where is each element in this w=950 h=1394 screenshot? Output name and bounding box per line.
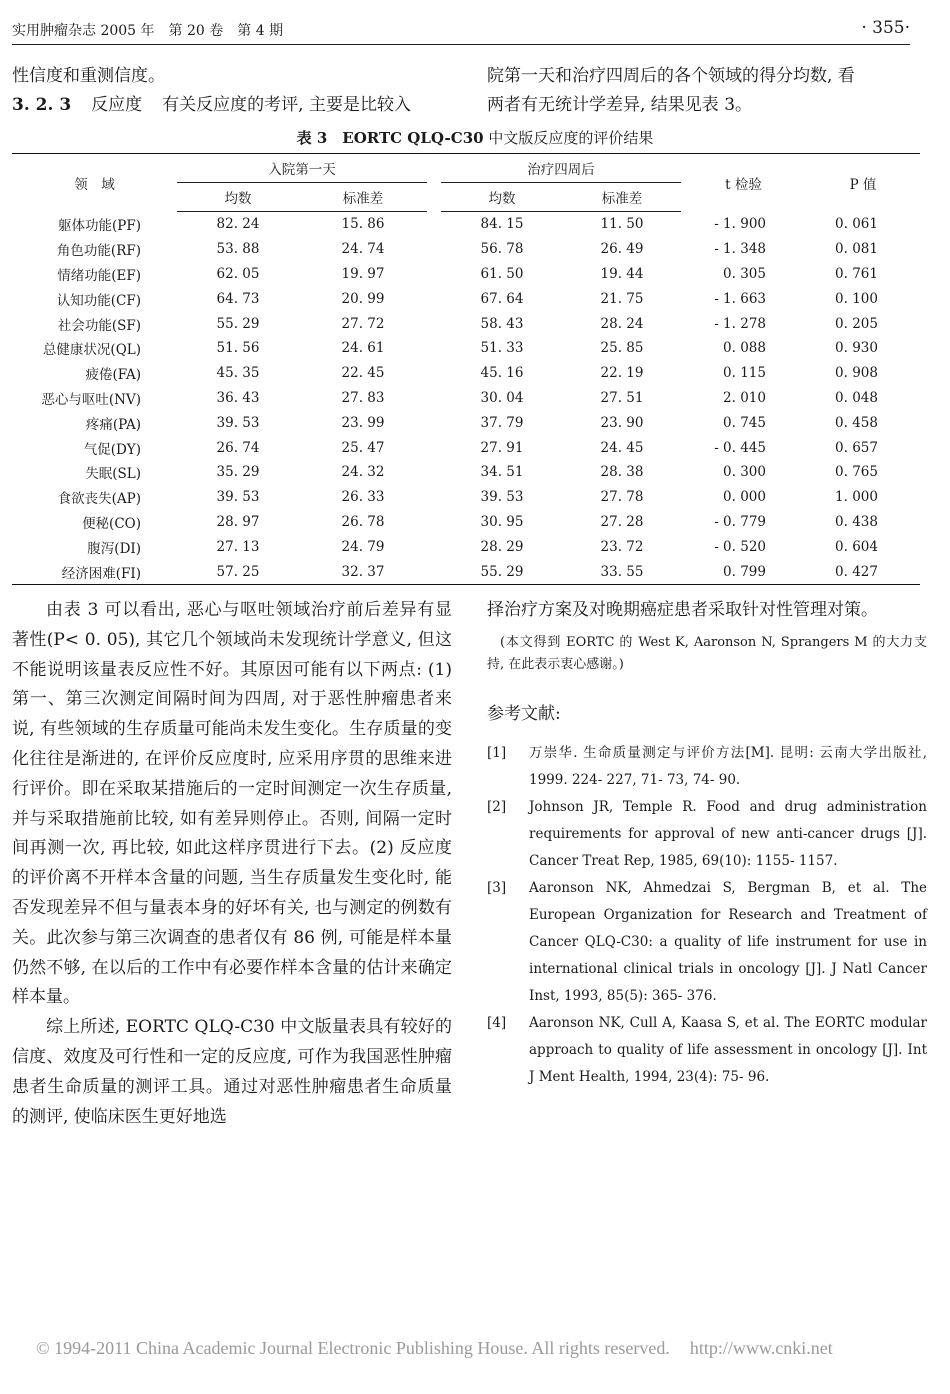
mean1-cell: 45. 35: [216, 365, 260, 382]
table-row: [12, 262, 920, 287]
mean1-cell: 55. 29: [216, 315, 260, 332]
domain-cell: 气促(DY): [83, 441, 141, 458]
mean2-cell: 58. 43: [480, 315, 524, 332]
header-gap: [427, 154, 441, 212]
mean2-cell: 34. 51: [480, 464, 524, 481]
copyright-text: © 1994-2011 China Academic Journal Electronic Publishing House. All rights reserved.: [36, 1338, 670, 1358]
t-cell: 0. 115: [723, 365, 766, 382]
sd1-cell: 27. 72: [341, 315, 385, 332]
mean2-cell: 51. 33: [480, 340, 524, 357]
running-header: [12, 18, 910, 40]
reference-item: [487, 740, 927, 794]
gap-cell: [427, 336, 441, 361]
sd2-cell: 24. 45: [600, 439, 644, 456]
sd2-cell: 11. 50: [600, 216, 644, 233]
p-cell: 0. 061: [835, 216, 878, 233]
table-row: [12, 460, 920, 485]
copyright-footer: [36, 1338, 833, 1359]
sd1-cell: 27. 83: [341, 389, 385, 406]
sd1-cell: 32. 37: [299, 559, 427, 584]
reference-item: [487, 875, 927, 1010]
body-paragraph: 由表 3 可以看出, 恶心与呕吐领域治疗前后差异有显著性(P< 0. 05), 其它几个领域尚未发现统计学意义, 但这不能说明该量表反应性不好。其原因可能有以下两点: (1) 第一、第三次测定间隔时间为四周, 对于恶性肿瘤患者来说, 有些领域的生存质量可能尚未发生变化。生存质量的变化往往是渐进的, 在评价反应度时, 应采用序贯的思维来进行评价。即在采取某措施后的一定时间测定一次生存质量, 并与采取措施前比较, 如有差异则停止。否则, 间隔一定时间再测一次, 再比较, 如此这样序贯进行下去。(2) 反应度的评价离不开样本含量的问题, 当生存质量发生变化时, 能否发现差异不但与量表本身的好坏有关, 也与测定的例数有关。此次参与第三次调查的患者仅有 86 例, 可能是样本量仍然不够, 在以后的工作中有必要作样本含量的估计来确定样本量。: [12, 600, 452, 1008]
body-paragraph: 择治疗方案及对晚期癌症患者采取针对性管理对策。: [487, 600, 878, 620]
domain-cell: 食欲丧失(AP): [57, 491, 141, 508]
table-row: [12, 534, 920, 559]
gap-cell: [427, 361, 441, 386]
header-mean2: 均数: [441, 183, 563, 212]
sd2-cell: 28. 38: [600, 464, 644, 481]
gap-cell: [427, 286, 441, 311]
gap-cell: [427, 237, 441, 262]
t-cell: - 1. 663: [714, 290, 766, 307]
sd2-cell: 22. 19: [600, 365, 644, 382]
mean1-cell: 39. 53: [216, 414, 260, 431]
table-row: [12, 212, 920, 237]
sd2-cell: 33. 55: [563, 559, 681, 584]
table-row: [12, 435, 920, 460]
reference-item: [487, 1010, 927, 1091]
mean1-cell: 57. 25: [177, 559, 299, 584]
sd2-cell: 21. 75: [600, 290, 644, 307]
t-cell: 0. 305: [723, 265, 766, 282]
p-cell: 0. 604: [835, 538, 878, 555]
header-mean1: 均数: [177, 183, 299, 212]
table-row: [12, 237, 920, 262]
sd2-cell: 26. 49: [600, 241, 644, 258]
mean2-cell: 39. 53: [480, 489, 524, 506]
reference-number: [4]: [487, 1014, 507, 1031]
sd2-cell: 27. 78: [600, 489, 644, 506]
reference-text: 万崇华. 生命质量测定与评价方法[M]. 昆明: 云南大学出版社, 1999. 224- 227, 71- 73, 74- 90.: [529, 744, 927, 788]
body-right-column: [487, 596, 927, 1091]
t-cell: 2. 010: [723, 389, 766, 406]
table-row: [12, 559, 920, 584]
body-left-column: [12, 596, 452, 1132]
reference-number: [2]: [487, 798, 507, 815]
sd1-cell: 24. 61: [341, 340, 385, 357]
p-cell: 0. 908: [835, 365, 878, 382]
p-cell: 0. 761: [835, 265, 878, 282]
gap-cell: [427, 559, 441, 584]
header-sd2: 标准差: [563, 183, 681, 212]
mean2-cell: 37. 79: [480, 414, 524, 431]
mean1-cell: 28. 97: [216, 513, 260, 530]
mean1-cell: 62. 05: [216, 265, 260, 282]
sd2-cell: 23. 90: [600, 414, 644, 431]
gap-cell: [427, 510, 441, 535]
sd1-cell: 23. 99: [341, 414, 385, 431]
sd1-cell: 26. 78: [341, 513, 385, 530]
t-cell: 0. 745: [723, 414, 766, 431]
mean1-cell: 27. 13: [216, 538, 260, 555]
domain-cell: 总健康状况(QL): [42, 342, 141, 359]
t-cell: 0. 300: [723, 464, 766, 481]
top-left-column: [12, 62, 452, 120]
table-row: [12, 361, 920, 386]
t-cell: 0. 000: [723, 489, 766, 506]
mean1-cell: 53. 88: [216, 241, 260, 258]
reference-text: Johnson JR, Temple R. Food and drug administration requirements for approval of new anti-cancer drugs [J]. Cancer Treat Rep, 1985, 69(10): 1155- 1157.: [529, 798, 927, 869]
sd2-cell: 19. 44: [600, 265, 644, 282]
mean2-cell: 55. 29: [441, 559, 563, 584]
sd1-cell: 24. 32: [341, 464, 385, 481]
domain-cell: 腹泻(DI): [87, 540, 141, 557]
table-caption-text: 中文版反应度的评价结果: [488, 129, 654, 147]
table-caption: [0, 127, 950, 148]
domain-cell: 疼痛(PA): [85, 416, 141, 433]
mean1-cell: 51. 56: [216, 340, 260, 357]
mean2-cell: 28. 29: [480, 538, 524, 555]
p-cell: 0. 765: [835, 464, 878, 481]
sd1-cell: 24. 74: [341, 241, 385, 258]
t-cell: - 1. 278: [714, 315, 766, 332]
p-cell: 0. 081: [835, 241, 878, 258]
domain-cell: 疲倦(FA): [85, 367, 141, 384]
page-number: · 355·: [861, 18, 910, 38]
sd1-cell: 25. 47: [341, 439, 385, 456]
sd1-cell: 19. 97: [341, 265, 385, 282]
text-line: 两者有无统计学差异, 结果见表 3。: [487, 95, 753, 115]
header-sd1: 标准差: [299, 183, 427, 212]
domain-cell: 便秘(CO): [82, 515, 141, 532]
gap-cell: [427, 435, 441, 460]
mean2-cell: 30. 95: [480, 513, 524, 530]
header-week4: 治疗四周后: [441, 154, 681, 183]
gap-cell: [427, 262, 441, 287]
mean2-cell: 56. 78: [480, 241, 524, 258]
p-cell: 0. 100: [835, 290, 878, 307]
table-row: [12, 386, 920, 411]
reference-text: Aaronson NK, Ahmedzai S, Bergman B, et al. The European Organization for Research and Treatment of Cancer QLQ-C30: a quality of life instrument for use in international clinical trials in oncology [J]. J Natl Cancer Inst, 1993, 85(5): 365- 376.: [529, 879, 927, 1004]
sd2-cell: 28. 24: [600, 315, 644, 332]
header-rule: [12, 44, 910, 45]
t-cell: - 0. 779: [714, 513, 766, 530]
header-t: t 检验: [681, 154, 806, 212]
text-line: 性信度和重测信度。: [12, 66, 165, 86]
t-cell: 0. 799: [681, 559, 806, 584]
sd2-cell: 27. 51: [600, 389, 644, 406]
t-cell: - 1. 348: [714, 241, 766, 258]
p-cell: 0. 205: [835, 315, 878, 332]
sd1-cell: 20. 99: [341, 290, 385, 307]
acknowledgement: (本文得到 EORTC 的 West K, Aaronson N, Sprangers M 的大力支持, 在此表示衷心感谢。): [487, 634, 927, 672]
header-domain: 领 域: [12, 154, 177, 212]
mean2-cell: 61. 50: [480, 265, 524, 282]
mean1-cell: 39. 53: [216, 489, 260, 506]
domain-cell: 认知功能(CF): [56, 292, 141, 309]
sd2-cell: 25. 85: [600, 340, 644, 357]
p-cell: 1. 000: [835, 489, 878, 506]
gap-cell: [427, 485, 441, 510]
body-paragraph: 综上所述, EORTC QLQ-C30 中文版量表具有较好的信度、效度及可行性和一定的反应度, 可作为我国恶性肿瘤患者生命质量的测评工具。通过对恶性肿瘤患者生命质量的测评, 使临床医生更好地选: [12, 1017, 452, 1127]
table-row: [12, 311, 920, 336]
reference-text: Aaronson NK, Cull A, Kaasa S, et al. The EORTC modular approach to quality of life assessment in oncology [J]. Int J Ment Health, 1994, 23(4): 75- 96.: [529, 1014, 927, 1085]
references-title: 参考文献:: [487, 703, 561, 724]
t-cell: - 0. 520: [714, 538, 766, 555]
domain-cell: 社会功能(SF): [57, 317, 141, 334]
gap-cell: [427, 311, 441, 336]
text-line: 有关反应度的考评, 主要是比较入: [162, 95, 411, 115]
mean1-cell: 64. 73: [216, 290, 260, 307]
domain-cell: 躯体功能(PF): [58, 218, 141, 235]
domain-cell: 角色功能(RF): [56, 243, 141, 260]
reference-number: [3]: [487, 879, 507, 896]
sd1-cell: 26. 33: [341, 489, 385, 506]
top-right-column: [487, 62, 927, 120]
mean2-cell: 67. 64: [480, 290, 524, 307]
section-number: 3. 2. 3: [12, 95, 72, 115]
gap-cell: [427, 410, 441, 435]
header-day1: 入院第一天: [177, 154, 427, 183]
mean1-cell: 36. 43: [216, 389, 260, 406]
reference-item: [487, 794, 927, 875]
p-cell: 0. 458: [835, 414, 878, 431]
p-cell: 0. 438: [835, 513, 878, 530]
results-table: [12, 153, 920, 585]
journal-issue: 实用肿瘤杂志 2005 年 第 20 卷 第 4 期: [12, 23, 284, 39]
t-cell: 0. 088: [723, 340, 766, 357]
domain-cell: 经济困难(FI): [12, 559, 177, 584]
text-line: 院第一天和治疗四周后的各个领域的得分均数, 看: [487, 66, 855, 86]
domain-cell: 情绪功能(EF): [57, 267, 141, 284]
footer-url: http://www.cnki.net: [689, 1338, 833, 1358]
table-row: [12, 510, 920, 535]
gap-cell: [427, 534, 441, 559]
p-cell: 0. 427: [806, 559, 920, 584]
mean2-cell: 84. 15: [480, 216, 524, 233]
domain-cell: 失眠(SL): [85, 466, 141, 483]
p-cell: 0. 930: [835, 340, 878, 357]
gap-cell: [427, 460, 441, 485]
section-title: 反应度: [91, 95, 143, 115]
reference-number: [1]: [487, 744, 507, 761]
gap-cell: [427, 386, 441, 411]
sd1-cell: 15. 86: [341, 216, 385, 233]
mean1-cell: 82. 24: [216, 216, 260, 233]
table-row: [12, 410, 920, 435]
table-row: [12, 336, 920, 361]
sd1-cell: 24. 79: [341, 538, 385, 555]
t-cell: - 0. 445: [714, 439, 766, 456]
sd2-cell: 23. 72: [600, 538, 644, 555]
mean2-cell: 45. 16: [480, 365, 524, 382]
gap-cell: [427, 212, 441, 237]
mean2-cell: 27. 91: [480, 439, 524, 456]
sd2-cell: 27. 28: [600, 513, 644, 530]
section-heading-line: [12, 91, 452, 120]
table-row: [12, 286, 920, 311]
p-cell: 0. 657: [835, 439, 878, 456]
domain-cell: 恶心与呕吐(NV): [41, 391, 141, 408]
t-cell: - 1. 900: [714, 216, 766, 233]
table-row: [12, 485, 920, 510]
table-caption-number: 表 3 EORTC QLQ-C30: [296, 129, 484, 147]
sd1-cell: 22. 45: [341, 365, 385, 382]
p-cell: 0. 048: [835, 389, 878, 406]
mean1-cell: 35. 29: [216, 464, 260, 481]
mean2-cell: 30. 04: [480, 389, 524, 406]
mean1-cell: 26. 74: [216, 439, 260, 456]
header-p: P 值: [806, 154, 920, 212]
